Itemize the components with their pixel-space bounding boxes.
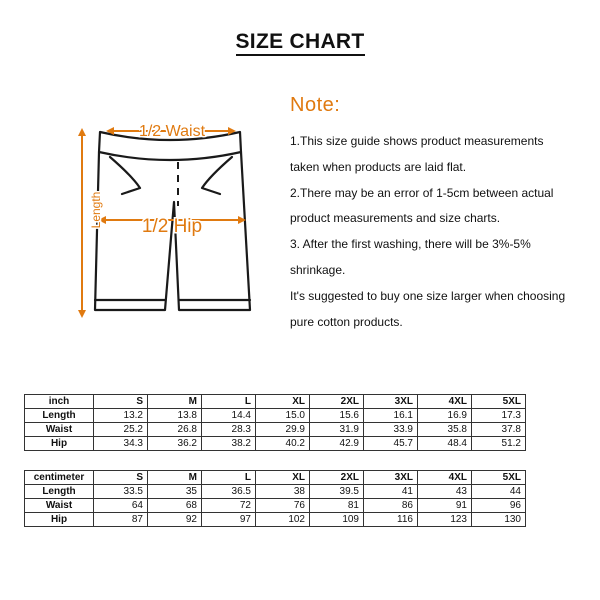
table-cell: 42.9: [310, 437, 364, 451]
size-header: 2XL: [310, 395, 364, 409]
table-cell: 130: [472, 513, 526, 527]
table-cell: 87: [94, 513, 148, 527]
note-line: 3. After the first washing, there will be 3%-5%: [290, 237, 531, 252]
table-cell: 45.7: [364, 437, 418, 451]
table-row: [25, 423, 526, 437]
note-line: It's suggested to buy one size larger when choosing: [290, 288, 566, 303]
table-cell: 13.2: [94, 409, 148, 423]
table-cell: 15.6: [310, 409, 364, 423]
table-cell: 26.8: [148, 423, 202, 437]
table-cell: 38.2: [202, 437, 256, 451]
table-cell: 116: [364, 513, 418, 527]
row-label: Hip: [25, 513, 94, 527]
table-cell: 76: [256, 499, 310, 513]
table-header-row: [25, 395, 526, 409]
table-row: [25, 437, 526, 451]
length-label: Length: [89, 191, 103, 229]
row-label: Length: [25, 485, 94, 499]
table-cell: 36.2: [148, 437, 202, 451]
row-label: Waist: [25, 423, 94, 437]
table-cell: 86: [364, 499, 418, 513]
table-cell: 36.5: [202, 485, 256, 499]
size-header: 5XL: [472, 471, 526, 485]
table-cell: 17.3: [472, 409, 526, 423]
size-header: L: [202, 471, 256, 485]
size-header: S: [94, 471, 148, 485]
table-row: [25, 409, 526, 423]
table-cell: 31.9: [310, 423, 364, 437]
table-cell: 43: [418, 485, 472, 499]
length-arrow-bottom: [78, 310, 86, 318]
size-header: 3XL: [364, 395, 418, 409]
note-line: shrinkage.: [290, 262, 346, 277]
table-cell: 14.4: [202, 409, 256, 423]
row-label: Waist: [25, 499, 94, 513]
size-header: M: [148, 395, 202, 409]
size-header: 4XL: [418, 471, 472, 485]
left-pocket: [110, 157, 140, 194]
table-cell: 38: [256, 485, 310, 499]
size-header: 3XL: [364, 471, 418, 485]
unit-header: inch: [25, 395, 94, 409]
row-label: Hip: [25, 437, 94, 451]
table-cell: 41: [364, 485, 418, 499]
note-line: pure cotton products.: [290, 314, 403, 329]
waist-label: 1/2 Waist: [138, 123, 206, 140]
size-header: S: [94, 395, 148, 409]
right-pocket: [202, 157, 232, 194]
table-cell: 28.3: [202, 423, 256, 437]
size-header: XL: [256, 395, 310, 409]
table-cell: 35.8: [418, 423, 472, 437]
size-header: 4XL: [418, 395, 472, 409]
table-cell: 40.2: [256, 437, 310, 451]
table-cell: 39.5: [310, 485, 364, 499]
table-cell: 29.9: [256, 423, 310, 437]
table-row: [25, 485, 526, 499]
table-cell: 97: [202, 513, 256, 527]
table-cell: 33.9: [364, 423, 418, 437]
table-cell: 81: [310, 499, 364, 513]
table-cell: 16.1: [364, 409, 418, 423]
table-cell: 34.3: [94, 437, 148, 451]
note-line: product measurements and size charts.: [290, 211, 501, 226]
table-header-row: [25, 471, 526, 485]
table-cell: 16.9: [418, 409, 472, 423]
table-cell: 64: [94, 499, 148, 513]
table-cell: 35: [148, 485, 202, 499]
table-cell: 96: [472, 499, 526, 513]
table-cell: 13.8: [148, 409, 202, 423]
table-cell: 123: [418, 513, 472, 527]
table-row: [25, 513, 526, 527]
table-cell: 44: [472, 485, 526, 499]
size-header: M: [148, 471, 202, 485]
table-cell: 102: [256, 513, 310, 527]
size-header: XL: [256, 471, 310, 485]
row-label: Length: [25, 409, 94, 423]
inch-size-table: [24, 394, 526, 451]
size-header: 5XL: [472, 395, 526, 409]
table-cell: 33.5: [94, 485, 148, 499]
note-title: Note:: [290, 94, 341, 116]
table-cell: 92: [148, 513, 202, 527]
unit-header: centimeter: [25, 471, 94, 485]
table-cell: 68: [148, 499, 202, 513]
shorts-diagram: [70, 110, 270, 325]
table-cell: 37.8: [472, 423, 526, 437]
table-cell: 91: [418, 499, 472, 513]
table-cell: 72: [202, 499, 256, 513]
note-line: taken when products are laid flat.: [290, 159, 467, 174]
table-cell: 48.4: [418, 437, 472, 451]
size-header: 2XL: [310, 471, 364, 485]
hip-label: 1/2 Hip: [141, 216, 203, 237]
note-section: [290, 94, 595, 335]
table-row: [25, 499, 526, 513]
centimeter-size-table: [24, 470, 526, 527]
table-cell: 109: [310, 513, 364, 527]
length-arrow-top: [78, 128, 86, 136]
note-line: 1.This size guide shows product measurements: [290, 134, 544, 148]
table-cell: 51.2: [472, 437, 526, 451]
table-cell: 15.0: [256, 409, 310, 423]
size-header: L: [202, 395, 256, 409]
note-line: 2.There may be an error of 1-5cm between actual: [290, 185, 554, 200]
page-title: SIZE CHART: [0, 30, 600, 54]
table-cell: 25.2: [94, 423, 148, 437]
